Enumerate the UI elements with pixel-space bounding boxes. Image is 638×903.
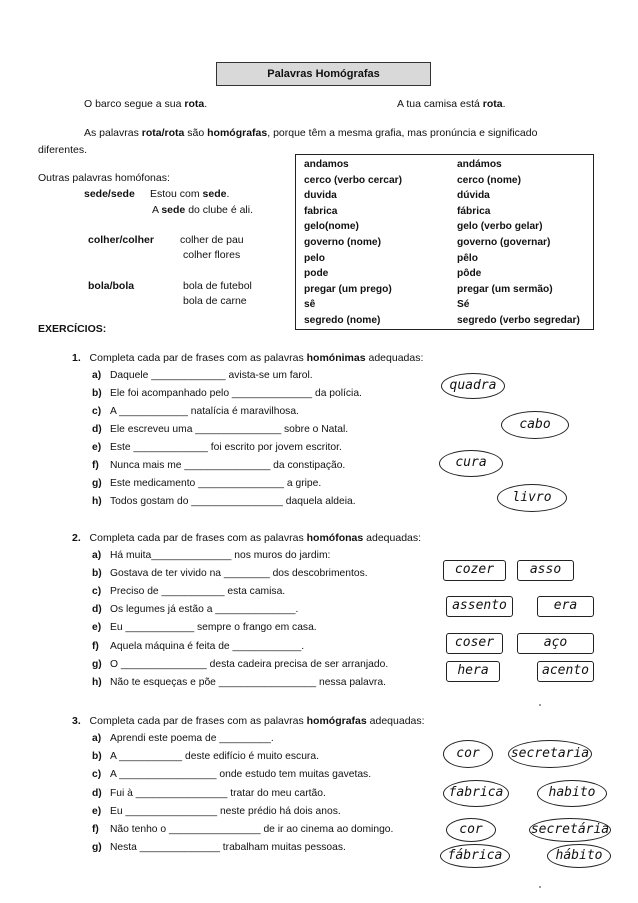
homograph-table-row xyxy=(296,206,593,220)
homophones-heading: Outras palavras homófonas: xyxy=(38,172,170,184)
homograph-word-left: pode xyxy=(304,268,329,280)
homograph-word-right: segredo (verbo segredar) xyxy=(457,315,580,326)
homograph-table-row xyxy=(296,159,593,173)
exercise-sentence: a) Daquele _____________ avista-se um farol. xyxy=(92,370,313,381)
homograph-word-right: dúvida xyxy=(457,190,490,202)
word-bank-item: quadra xyxy=(441,373,505,399)
homograph-table-row xyxy=(296,253,593,267)
exercise-2-instruction: 2. Completa cada par de frases com as palavras homófonas adequadas: xyxy=(72,532,422,544)
word-bank-item: secretaria xyxy=(508,740,592,768)
homograph-table-row xyxy=(296,237,593,251)
page-title: Palavras Homógrafas xyxy=(216,62,431,86)
word-bank-item: assento xyxy=(446,596,513,617)
exercise-sentence: h) Todos gostam do ________________ daquela aldeia. xyxy=(92,496,356,507)
homograph-word-left: fabrica xyxy=(304,205,338,217)
word-bank-item: cozer xyxy=(443,560,506,581)
homograph-word-right: gelo (verbo gelar) xyxy=(457,221,543,233)
homophone-pair-sede: sede/sede xyxy=(84,188,135,200)
word-bank-item: era xyxy=(537,596,594,617)
homograph-word-right: fábrica xyxy=(457,205,491,217)
homograph-word-left: segredo (nome) xyxy=(304,315,381,326)
exercise-sentence: a) Há muita______________ nos muros do jardim: xyxy=(92,550,331,561)
homograph-word-right: cerco (nome) xyxy=(457,174,521,186)
exercise-1-instruction: 1. Completa cada par de frases com as palavras homónimas adequadas: xyxy=(72,352,424,364)
homophone-pair-colher: colher/colher xyxy=(88,234,154,246)
homograph-word-left: pregar (um prego) xyxy=(304,283,392,295)
exercise-sentence: c) A ____________ natalícia é maravilhosa. xyxy=(92,406,299,417)
homograph-word-right: Sé xyxy=(457,299,470,311)
homograph-word-right: pregar (um sermão) xyxy=(457,283,553,295)
homograph-word-left: gelo(nome) xyxy=(304,221,359,233)
scan-mark xyxy=(539,886,541,888)
definition-line-2: diferentes. xyxy=(38,144,88,156)
exercise-sentence: d) Fui à ________________ tratar do meu cartão. xyxy=(92,787,326,799)
exercise-sentence: h) Não te esqueças e põe _________________ nessa palavra. xyxy=(92,676,386,688)
homograph-word-left: pelo xyxy=(304,252,325,264)
homograph-word-left: andamos xyxy=(304,159,349,170)
exercise-sentence: f) Não tenho o ________________ de ir ao cinema ao domingo. xyxy=(92,824,394,835)
homograph-word-left: duvida xyxy=(304,190,337,202)
homograph-table-row xyxy=(296,175,593,189)
example-sentence-2: A tua camisa está rota. xyxy=(397,98,506,110)
word-bank-item: hera xyxy=(446,661,500,682)
exercise-sentence: g) O _______________ desta cadeira precisa de ser arranjado. xyxy=(92,658,389,670)
homophone-sentence: colher flores xyxy=(183,249,241,261)
homograph-word-left: sê xyxy=(304,299,316,311)
homograph-table-row xyxy=(296,268,593,282)
homograph-table-row xyxy=(296,190,593,204)
homograph-table-row xyxy=(296,284,593,298)
homophone-sentence: Estou com sede. xyxy=(150,188,230,200)
exercise-sentence: f) Aquela máquina é feita de ____________. xyxy=(92,640,305,652)
homophone-pair-bola: bola/bola xyxy=(88,280,135,292)
word-bank-item: asso xyxy=(517,560,574,581)
homograph-word-right: pêlo xyxy=(457,252,478,264)
homophone-sentence: bola de carne xyxy=(183,295,247,307)
word-bank-item: cura xyxy=(439,450,503,477)
homograph-table-row xyxy=(296,315,593,329)
exercise-sentence: c) A _________________ onde estudo tem muitas gavetas. xyxy=(92,769,372,781)
homophone-sentence: A sede do clube é ali. xyxy=(152,204,253,216)
homograph-word-right: governo (governar) xyxy=(457,237,551,248)
homophone-sentence: colher de pau xyxy=(180,234,244,246)
word-bank-item: acento xyxy=(537,661,594,682)
homograph-table xyxy=(295,154,594,330)
word-bank-item: cabo xyxy=(501,411,569,439)
exercises-heading: EXERCÍCIOS: xyxy=(38,323,107,335)
exercise-sentence: f) Nunca mais me _______________ da constipação. xyxy=(92,460,346,471)
word-bank-item: livro xyxy=(497,484,567,512)
homograph-word-left: governo (nome) xyxy=(304,237,381,248)
exercise-3-instruction: 3. Completa cada par de frases com as palavras homógrafas adequadas: xyxy=(72,715,425,727)
homograph-word-right: pôde xyxy=(457,268,482,280)
exercise-sentence: e) Eu ________________ neste prédio há dois anos. xyxy=(92,805,341,817)
scan-mark xyxy=(539,704,541,706)
definition-line-1: As palavras rota/rota são homógrafas, porque têm a mesma grafia, mas pronúncia e significado xyxy=(84,127,538,139)
homograph-word-right: andámos xyxy=(457,159,502,170)
exercise-sentence: e) Eu ____________ sempre o frango em casa. xyxy=(92,622,317,634)
exercise-sentence: g) Nesta ______________ trabalham muitas pessoas. xyxy=(92,842,346,854)
exercise-sentence: c) Preciso de ___________ esta camisa. xyxy=(92,586,286,598)
word-bank-item: habito xyxy=(537,780,607,807)
example-sentence-1: O barco segue a sua rota. xyxy=(84,98,208,110)
word-bank-item: coser xyxy=(446,633,503,654)
homograph-table-row xyxy=(296,299,593,313)
exercise-sentence: b) Ele foi acompanhado pelo ______________ da polícia. xyxy=(92,388,362,399)
exercise-sentence: b) A ___________ deste edifício é muito escura. xyxy=(92,751,319,763)
word-bank-item: aço xyxy=(517,633,594,654)
homograph-word-left: cerco (verbo cercar) xyxy=(304,174,402,186)
homophone-sentence: bola de futebol xyxy=(183,280,252,292)
homograph-table-row xyxy=(296,221,593,235)
exercise-sentence: g) Este medicamento _______________ a gripe. xyxy=(92,478,322,489)
word-bank-item: fabrica xyxy=(443,780,509,807)
exercise-sentence: e) Este _____________ foi escrito por jovem escritor. xyxy=(92,442,342,453)
exercise-sentence: d) Os legumes já estão a ______________. xyxy=(92,604,299,616)
word-bank-item: cor xyxy=(446,818,496,842)
exercise-sentence: d) Ele escreveu uma _______________ sobre o Natal. xyxy=(92,424,349,435)
word-bank-item: hábito xyxy=(547,844,611,868)
word-bank-item: secretária xyxy=(529,818,611,842)
word-bank-item: fábrica xyxy=(440,844,510,868)
exercise-sentence: b) Gostava de ter vivido na ________ dos descobrimentos. xyxy=(92,568,368,580)
exercise-sentence: a) Aprendi este poema de _________. xyxy=(92,733,274,744)
word-bank-item: cor xyxy=(443,740,493,768)
